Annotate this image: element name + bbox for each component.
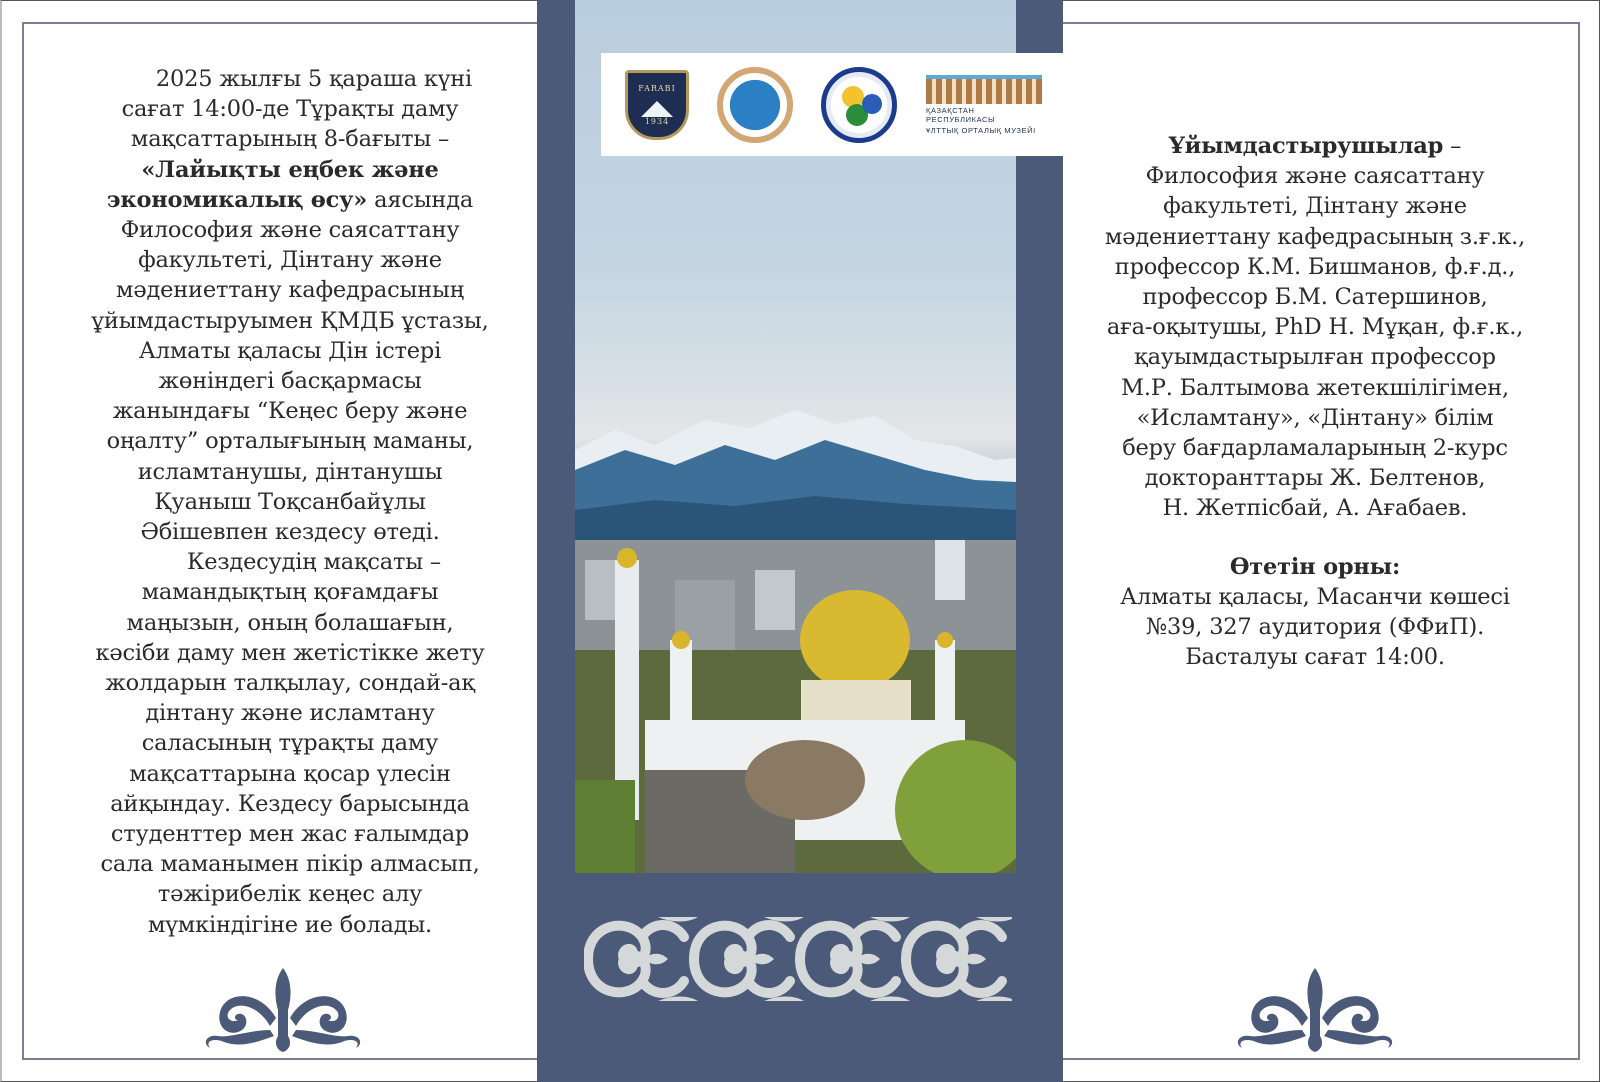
organizers-heading: Ұйымдастырушылар [1168, 133, 1444, 159]
venue-heading: Өтетін орны: [1229, 553, 1401, 580]
venue-line: Алматы қаласы, Масанчи көшесі [1120, 583, 1510, 610]
museum-building-icon [926, 75, 1042, 104]
purpose-line: маңызын, оның болашағын, [126, 609, 454, 636]
announcement-line: Философия және саясаттану [120, 217, 460, 244]
organizer-line: факультеті, Дінтану және [1163, 193, 1467, 220]
kazakh-ornament-band-icon [584, 913, 1012, 1005]
purpose-line: студенттер мен жас ғалымдар [110, 821, 470, 848]
organizer-line: Н. Жетпісбай, А. Ағабаев. [1162, 495, 1468, 522]
kazakh-ornament-icon [200, 966, 366, 1052]
purpose-line: мүмкіндігіне ие болады. [147, 911, 433, 938]
speaker-name: Қуаныш Тоқсанбайұлы [154, 488, 426, 515]
organizer-line: докторанттары Ж. Белтенов, [1144, 465, 1486, 492]
purpose-line: мамандықтың қоғамдағы [141, 579, 439, 606]
farabi-university-logo [625, 70, 689, 140]
announcement-line: оңалту” орталығының маманы, [106, 428, 474, 455]
announcement-line: Алматы қаласы Дін істері [138, 337, 442, 364]
purpose-line: тәжірибелік кеңес алу [157, 881, 423, 908]
announcement-line: 2025 жылғы 5 қараша күні [155, 66, 473, 92]
sdg-title: экономикалық өсу» [106, 186, 368, 213]
announcement-line: ұйымдастыруымен ҚМДБ ұстазы, [91, 307, 489, 334]
national-museum-logo [925, 75, 1043, 135]
organizer-line: профессор Б.М. Сатершинов, [1142, 284, 1488, 311]
organizers-and-venue [1068, 131, 1562, 672]
organizer-line: қауымдастырылған профессор [1134, 344, 1496, 371]
mountain-icon [641, 101, 673, 117]
announcement-line: мәдениеттану кафедрасының [116, 277, 464, 304]
logo-year: 1934 [644, 116, 670, 126]
announcement-line: Әбішевпен кездесу өтеді. [140, 519, 440, 546]
purpose-line: кәсіби даму мен жетістікке жету [95, 639, 485, 666]
purpose-line: жолдарын талқылау, сондай-ақ [105, 670, 475, 697]
museum-caption: ҰЛТТЫҚ ОРТАЛЫҚ МУЗЕЙІ [926, 125, 1036, 135]
announcement-line: факультеті, Дінтану және [138, 247, 442, 274]
purpose-line: мақсаттарына қосар үлесін [129, 760, 451, 787]
organizer-line: беру бағдарламаларының 2-курс [1122, 435, 1508, 462]
philosophy-faculty-logo [717, 67, 793, 143]
organizer-line: профессор К.М. Бишманов, ф.ғ.д., [1114, 253, 1516, 280]
announcement-line: аясында [367, 186, 474, 213]
mosque-image [575, 540, 1016, 873]
organizer-line: М.Р. Балтымова жетекшілігімен, [1121, 374, 1509, 401]
sdg-title: «Лайықты еңбек және [141, 156, 439, 183]
announcement-line: жөніндегі басқармасы [158, 368, 422, 395]
announcement-line: мақсаттарының 8-бағыты – [130, 126, 450, 153]
announcement-line: жанындағы “Кеңес беру және [112, 398, 468, 425]
kazakh-ornament-icon [1232, 966, 1398, 1052]
event-announcement [60, 64, 520, 940]
religious-studies-dept-logo [821, 67, 897, 143]
purpose-line: дінтану және исламтану [145, 700, 435, 727]
venue-line: №39, 327 аудитория (ФФиП). [1145, 614, 1485, 641]
purpose-line: айқындау. Кездесу барысында [110, 790, 470, 817]
mountains-image [575, 410, 1016, 560]
logo-text: FARABI [638, 83, 676, 93]
organizer-line: аға-оқытушы, PhD Н. Мұқан, ф.ғ.к., [1106, 314, 1524, 341]
purpose-line: сала маманымен пікір алмасып, [100, 851, 480, 878]
organizer-line: «Исламтану», «Дінтану» білім [1136, 404, 1494, 431]
announcement-line: исламтанушы, дінтанушы [137, 458, 443, 485]
partner-logos [601, 53, 1063, 156]
heading-dash: – [1443, 133, 1462, 159]
purpose-line: Кездесудің мақсаты – [187, 549, 441, 576]
start-time: Басталуы сағат 14:00. [1185, 644, 1445, 671]
museum-caption: ҚАЗАҚСТАН РЕСПУБЛИКАСЫ [926, 105, 996, 124]
organizer-line: мәдениеттану кафедрасының з.ғ.к., [1104, 223, 1526, 250]
purpose-line: саласының тұрақты даму [141, 730, 439, 757]
organizer-line: Философия және саясаттану [1145, 163, 1485, 190]
announcement-line: сағат 14:00-де Тұрақты даму [121, 96, 459, 123]
